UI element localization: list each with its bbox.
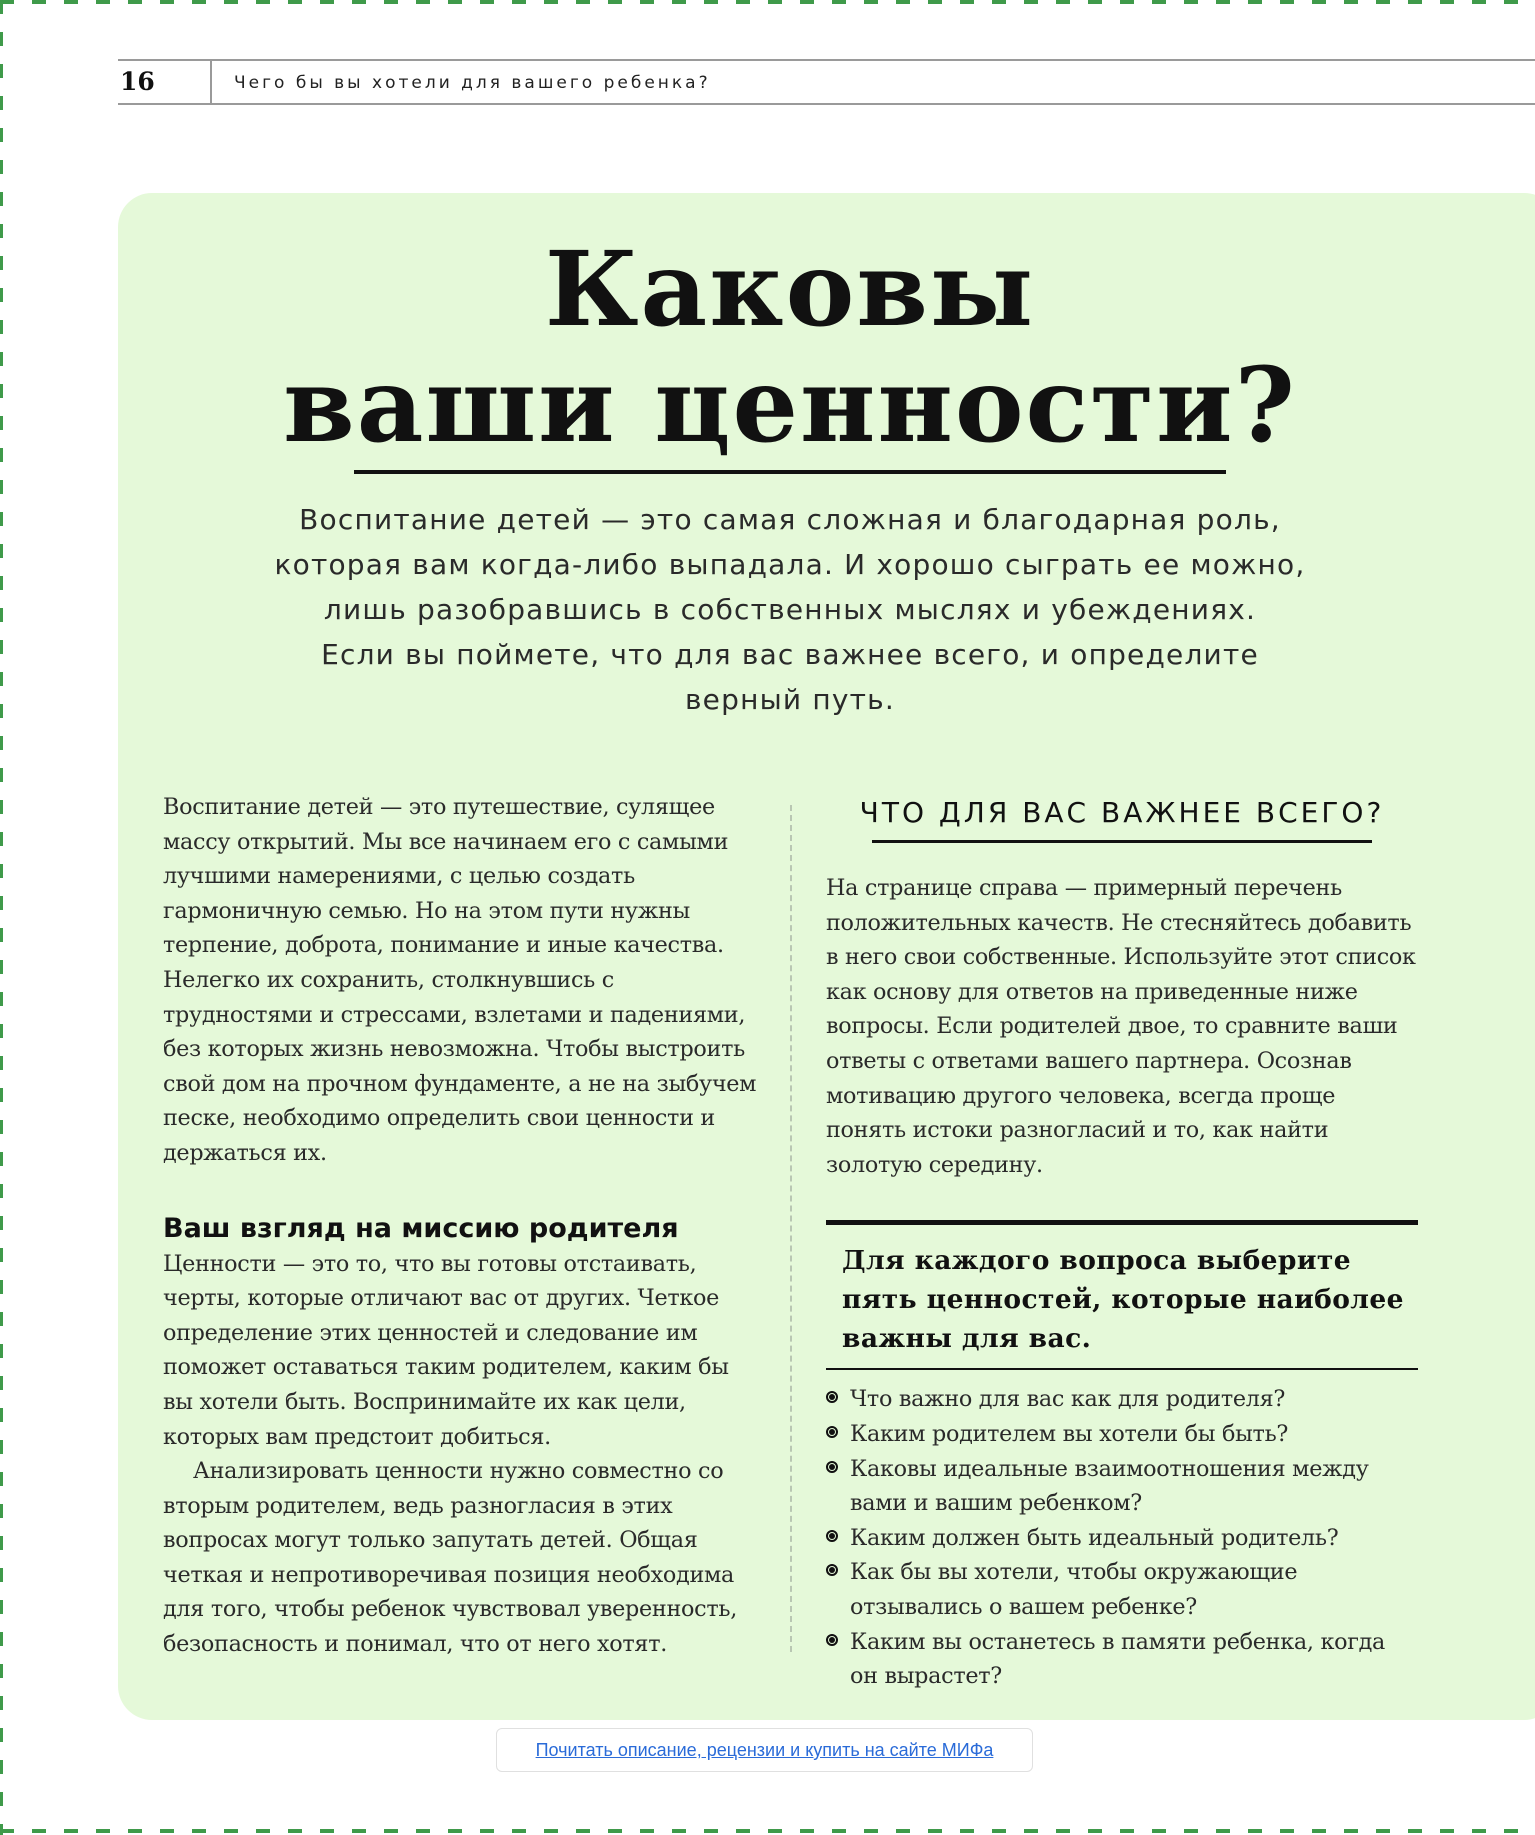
header-separator — [210, 61, 212, 103]
intro-line: которая вам когда-либо выпадала. И хорошо сыграть ее можно, — [274, 548, 1306, 581]
left-paragraph-3: Анализировать ценности нужно совместно со вторым родителем, ведь разногласия в этих вопросах могут только запутать детей. Общая четкая и непротиворечивая позиция необходима для того, чтобы ребенок чувствовал уверенность, безопасность и понимал, что от него хотят. — [163, 1458, 737, 1658]
intro-line: лишь разобравшись в собственных мыслях и убеждениях. — [323, 593, 1257, 626]
question-item — [826, 1382, 1418, 1417]
question-text: Как бы вы хотели, чтобы окружающие отзывались о вашем ребенке? — [850, 1559, 1298, 1620]
right-column — [826, 790, 1418, 1694]
intro-line: верный путь. — [684, 683, 895, 716]
page-number: 16 — [120, 67, 155, 96]
left-column — [163, 790, 763, 1662]
question-text: Каким родителем вы хотели бы быть? — [850, 1420, 1289, 1447]
question-item — [826, 1417, 1418, 1452]
mission-subheading: Ваш взгляд на миссию родителя — [163, 1212, 679, 1244]
question-text: Каковы идеальные взаимоотношения между вами и вашим ребенком? — [850, 1455, 1369, 1517]
page-header — [118, 59, 1535, 105]
bullet-circle-icon — [826, 1530, 838, 1542]
intro-line: Воспитание детей — это самая сложная и благодарная роль, — [299, 503, 1281, 536]
title-line-2: ваши ценности? — [283, 345, 1297, 466]
questions-box-heading: Для каждого вопроса выберите пять ценностей, которые наиболее важны для вас. — [842, 1245, 1404, 1355]
question-item — [826, 1625, 1418, 1694]
bullet-circle-icon — [826, 1391, 838, 1403]
question-text: Каким должен быть идеальный родитель? — [850, 1524, 1339, 1551]
bullet-circle-icon — [826, 1426, 838, 1438]
buy-link[interactable]: Почитать описание, рецензии и купить на сайте МИФа — [535, 1740, 994, 1760]
right-paragraph: На странице справа — примерный перечень положительных качеств. Не стесняйтесь добавить в него свои собственные. Используйте этот список как основу для ответов на приведенные ниже вопросы. Если родителей двое, то сравните ваши ответы с ответами вашего партнера. Осознав мотивацию другого человека, всегда проще понять истоки разногласий и то, как найти золотую середину. — [826, 875, 1416, 1178]
page-title — [240, 229, 1340, 466]
box-top-rule — [826, 1220, 1418, 1225]
top-dashed-border — [0, 0, 1535, 4]
column-divider — [790, 805, 792, 1652]
bottom-dashed-border — [0, 1829, 1535, 1833]
what-matters-heading: ЧТО ДЛЯ ВАС ВАЖНЕЕ ВСЕГО? — [859, 796, 1385, 829]
bullet-circle-icon — [826, 1634, 838, 1646]
question-text: Что важно для вас как для родителя? — [850, 1386, 1286, 1413]
what-matters-underline — [872, 840, 1372, 843]
question-item — [826, 1452, 1418, 1521]
buy-link-box — [496, 1728, 1033, 1772]
running-title: Чего бы вы хотели для вашего ребенка? — [234, 73, 711, 93]
question-item — [826, 1555, 1418, 1624]
bullet-circle-icon — [826, 1564, 838, 1576]
title-underline — [354, 470, 1226, 474]
left-paragraph-2: Ценности — это то, что вы готовы отстаивать, черты, которые отличают вас от других. Четкое определение этих ценностей и следование им поможет оставаться таким родителем, каким бы вы хотели быть. Воспринимайте их как цели, которых вам предстоит добиться. — [163, 1250, 729, 1450]
bullet-circle-icon — [826, 1461, 838, 1473]
intro-text — [210, 497, 1370, 722]
title-line-1: Каковы — [544, 229, 1036, 350]
left-dashed-border — [0, 0, 3, 1835]
intro-line: Если вы поймете, что для вас важнее всего, и определите — [321, 638, 1259, 671]
box-bottom-rule — [826, 1368, 1418, 1370]
left-paragraph-1: Воспитание детей — это путешествие, сулящее массу открытий. Мы все начинаем его с самыми лучшими намерениями, с целью создать гармоничную семью. Но на этом пути нужны терпение, доброта, понимание и иные качества. Нелегко их сохранить, столкнувшись с трудностями и стрессами, взлетами и падениями, без которых жизнь невозможна. Чтобы выстроить свой дом на прочном фундаменте, а не на зыбучем песке, необходимо определить свои ценности и держаться их. — [163, 794, 757, 1166]
questions-list — [826, 1382, 1418, 1693]
question-item — [826, 1521, 1418, 1556]
question-text: Каким вы останетесь в памяти ребенка, когда он вырастет? — [850, 1628, 1386, 1690]
